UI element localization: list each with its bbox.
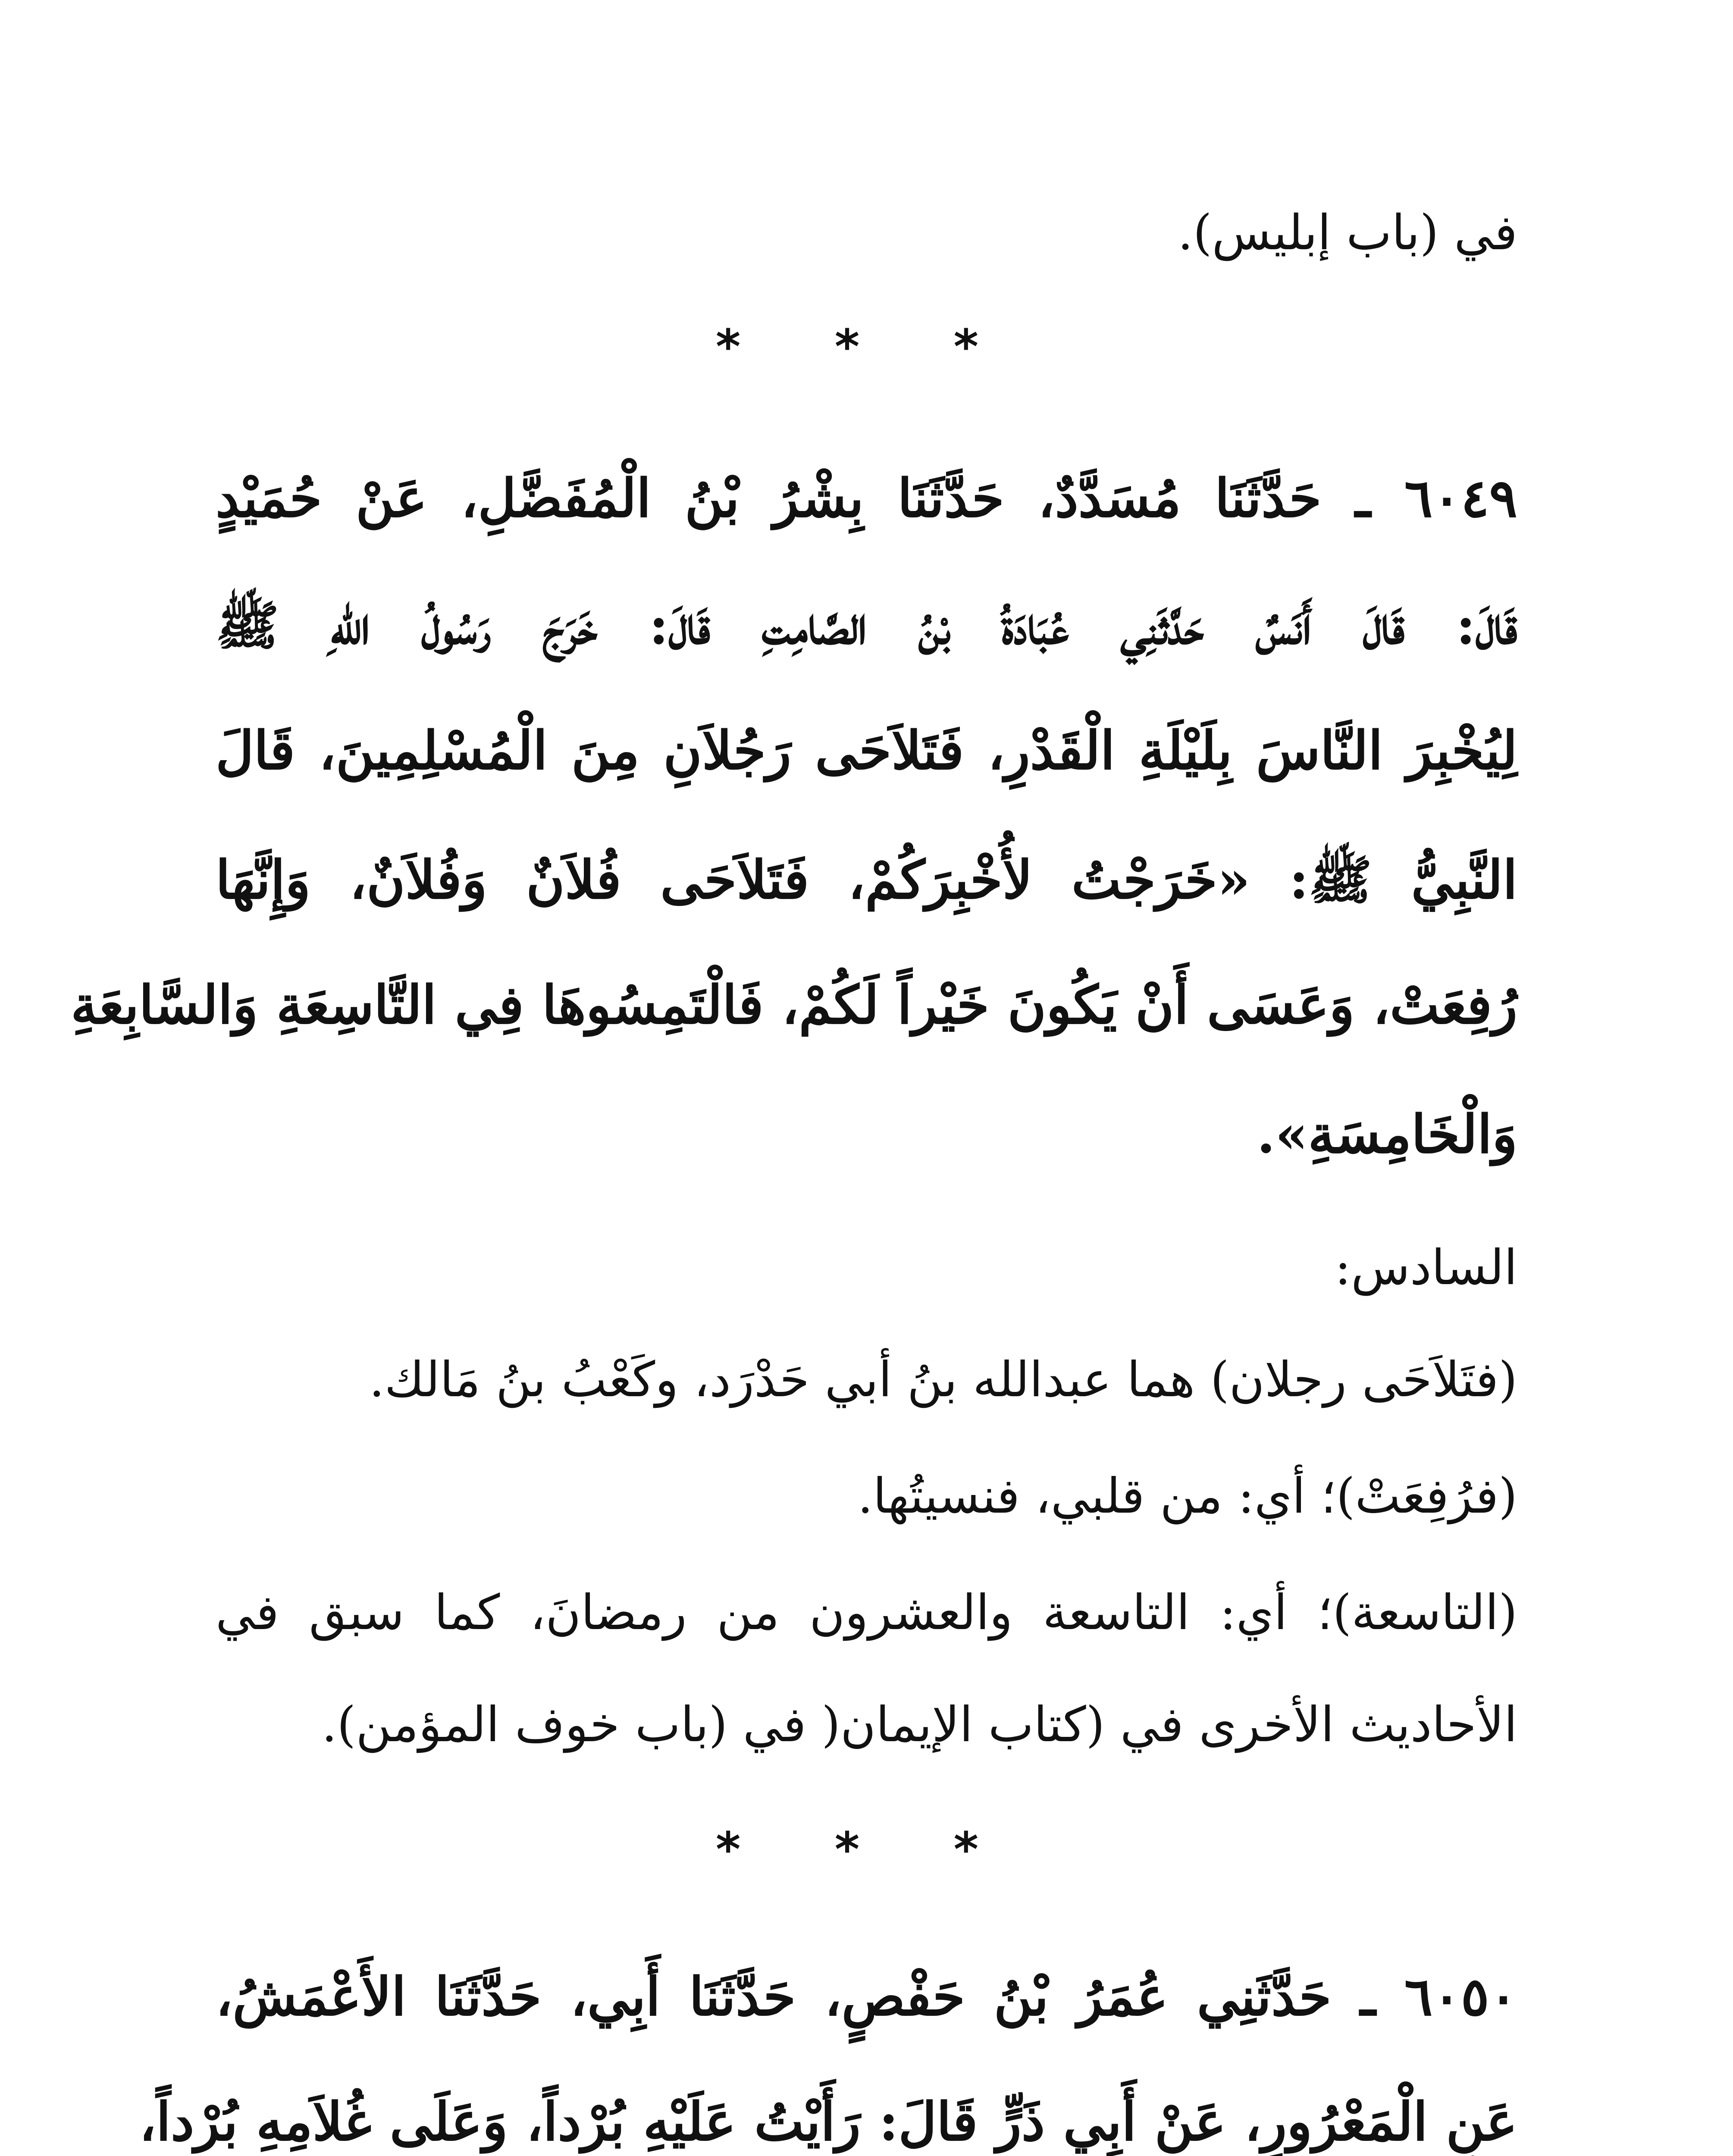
text-line: في (باب إبليس). (1178, 205, 1517, 261)
hadith-6049-line-6: وَالْخَامِسَةِ». (1257, 1103, 1517, 1165)
hadith-6049-line-2: قَالَ: قَالَ أَنَسٌ حَدَّثَنِي عُبَادَةُ بْنُ الصَّامِتِ قَالَ: خَرَجَ رَسُولُ اللهِ ﷺ (216, 594, 1517, 656)
commentary-heading: السادس: (1335, 1240, 1517, 1296)
commentary-line: (فرُفِعَتْ)؛ أي: من قلبي، فنسيتُها. (857, 1468, 1517, 1524)
commentary-line: (فتَلاَحَى رجلان) هما عبدالله بنُ أبي حَدْرَد، وكَعْبُ بنُ مَالك. (369, 1352, 1517, 1408)
section-separator: * * * (715, 319, 1018, 374)
book-page (71, 0, 1517, 2156)
hadith-6050-line-2: عَنِ الْمَعْرُورِ، عَنْ أَبِي ذَرٍّ قَالَ: رَأَيْتُ عَلَيْهِ بُرْداً، وَعَلَى غُلاَمِهِ بُرْداً، (139, 2090, 1517, 2153)
hadith-6049-line-5: رُفِعَتْ، وَعَسَى أَنْ يَكُونَ خَيْراً لَكُمْ، فَالْتَمِسُوهَا فِي التَّاسِعَةِ وَالسَّابِعَةِ (71, 974, 1517, 1036)
hadith-6049-line-3: لِيُخْبِرَ النَّاسَ بِلَيْلَةِ الْقَدْرِ، فَتَلاَحَى رَجُلاَنِ مِنَ الْمُسْلِمِينَ، قَالَ (216, 719, 1517, 781)
hadith-6050-line-1: ٦٠٥٠ ـ حَدَّثَنِي عُمَرُ بْنُ حَفْصٍ، حَدَّثَنَا أَبِي، حَدَّثَنَا الأَعْمَشُ، (216, 1965, 1517, 2028)
section-separator: * * * (715, 1822, 1018, 1877)
commentary-line: الأحاديث الأخرى في (كتاب الإيمان( في (باب خوف المؤمن). (321, 1697, 1517, 1753)
hadith-6049-line-1: ٦٠٤٩ ـ حَدَّثَنَا مُسَدَّدٌ، حَدَّثَنَا بِشْرُ بْنُ الْمُفَضَّلِ، عَنْ حُمَيْدٍ (216, 467, 1517, 529)
hadith-6049-line-4: النَّبِيُّ ﷺ: «خَرَجْتُ لأُخْبِرَكُمْ، فَتَلاَحَى فُلاَنٌ وَفُلاَنٌ، وَإِنَّهَا (216, 849, 1517, 911)
commentary-line: (التاسعة)؛ أي: التاسعة والعشرون من رمضانَ، كما سبق في (216, 1585, 1517, 1641)
